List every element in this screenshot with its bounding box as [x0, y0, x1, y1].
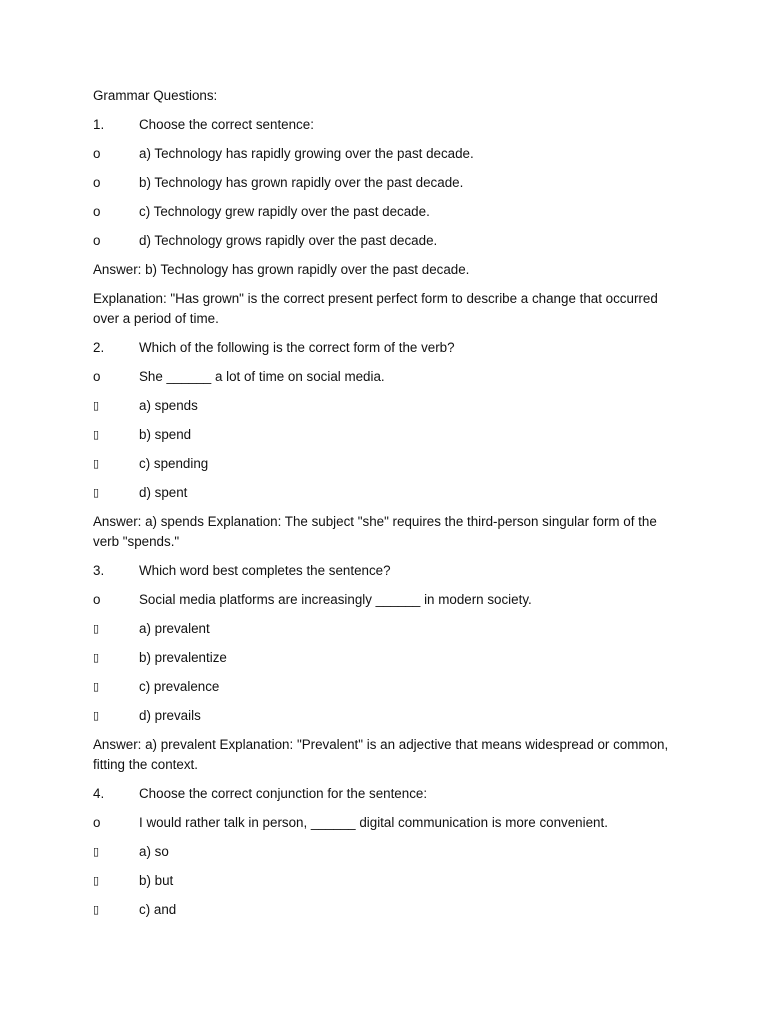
question-number: 3. [93, 563, 105, 578]
option-text: b) Technology has grown rapidly over the past decade. [139, 175, 464, 190]
list-item [93, 813, 673, 833]
document-heading: Grammar Questions: [93, 88, 218, 103]
missing-glyph-icon: ▯ [93, 428, 100, 441]
missing-glyph-icon: ▯ [93, 680, 100, 693]
option-text: c) and [139, 902, 177, 917]
answer-text: Answer: a) spends Explanation: The subject "she" requires the third-person singular form of the verb "spends." [93, 514, 657, 549]
list-item [93, 900, 673, 920]
missing-glyph-icon: ▯ [93, 457, 100, 470]
question-prompt: Which word best completes the sentence? [139, 563, 391, 578]
list-item [93, 871, 673, 891]
list-item [93, 619, 673, 639]
list-item [93, 483, 673, 503]
list-item [93, 648, 673, 668]
bullet-marker: o [93, 233, 101, 248]
answer-text: Answer: a) prevalent Explanation: "Prevalent" is an adjective that means widespread or common, fitting the context. [93, 737, 669, 772]
bullet-marker: o [93, 204, 101, 219]
question-1 [93, 115, 673, 135]
option-text: b) spend [139, 427, 192, 442]
bullet-marker: o [93, 592, 101, 607]
missing-glyph-icon: ▯ [93, 845, 100, 858]
list-item [93, 367, 673, 387]
bullet-marker: o [93, 815, 101, 830]
bullet-marker: o [93, 369, 101, 384]
list-item [93, 144, 673, 164]
option-text: a) spends [139, 398, 198, 413]
list-item [93, 425, 673, 445]
list-item [93, 677, 673, 697]
option-text: d) prevails [139, 708, 201, 723]
missing-glyph-icon: ▯ [93, 874, 100, 887]
explanation-text: Explanation: "Has grown" is the correct present perfect form to describe a change that occurred over a period of time. [93, 291, 658, 326]
missing-glyph-icon: ▯ [93, 903, 100, 916]
question-prompt: Choose the correct conjunction for the sentence: [139, 786, 428, 801]
question-number: 1. [93, 117, 105, 132]
question-sentence: I would rather talk in person, ______ digital communication is more convenient. [139, 815, 608, 830]
question-number: 2. [93, 340, 105, 355]
option-text: b) but [139, 873, 174, 888]
missing-glyph-icon: ▯ [93, 486, 100, 499]
list-item [93, 454, 673, 474]
question-sentence: She ______ a lot of time on social media. [139, 369, 385, 384]
question-prompt: Which of the following is the correct form of the verb? [139, 340, 455, 355]
list-item [93, 231, 673, 251]
option-text: a) Technology has rapidly growing over the past decade. [139, 146, 474, 161]
question-4 [93, 784, 673, 804]
list-item [93, 706, 673, 726]
document-page [93, 86, 673, 929]
list-item [93, 173, 673, 193]
option-text: d) Technology grows rapidly over the past decade. [139, 233, 438, 248]
option-text: a) prevalent [139, 621, 210, 636]
option-text: b) prevalentize [139, 650, 227, 665]
answer-text: Answer: b) Technology has grown rapidly over the past decade. [93, 262, 470, 277]
missing-glyph-icon: ▯ [93, 709, 100, 722]
option-text: a) so [139, 844, 169, 859]
question-3 [93, 561, 673, 581]
question-sentence: Social media platforms are increasingly ______ in modern society. [139, 592, 532, 607]
bullet-marker: o [93, 146, 101, 161]
list-item [93, 396, 673, 416]
missing-glyph-icon: ▯ [93, 399, 100, 412]
missing-glyph-icon: ▯ [93, 651, 100, 664]
option-text: c) spending [139, 456, 209, 471]
question-number: 4. [93, 786, 105, 801]
option-text: c) Technology grew rapidly over the past decade. [139, 204, 430, 219]
question-prompt: Choose the correct sentence: [139, 117, 314, 132]
list-item [93, 590, 673, 610]
option-text: c) prevalence [139, 679, 220, 694]
question-2 [93, 338, 673, 358]
option-text: d) spent [139, 485, 188, 500]
bullet-marker: o [93, 175, 101, 190]
list-item [93, 842, 673, 862]
list-item [93, 202, 673, 222]
missing-glyph-icon: ▯ [93, 622, 100, 635]
